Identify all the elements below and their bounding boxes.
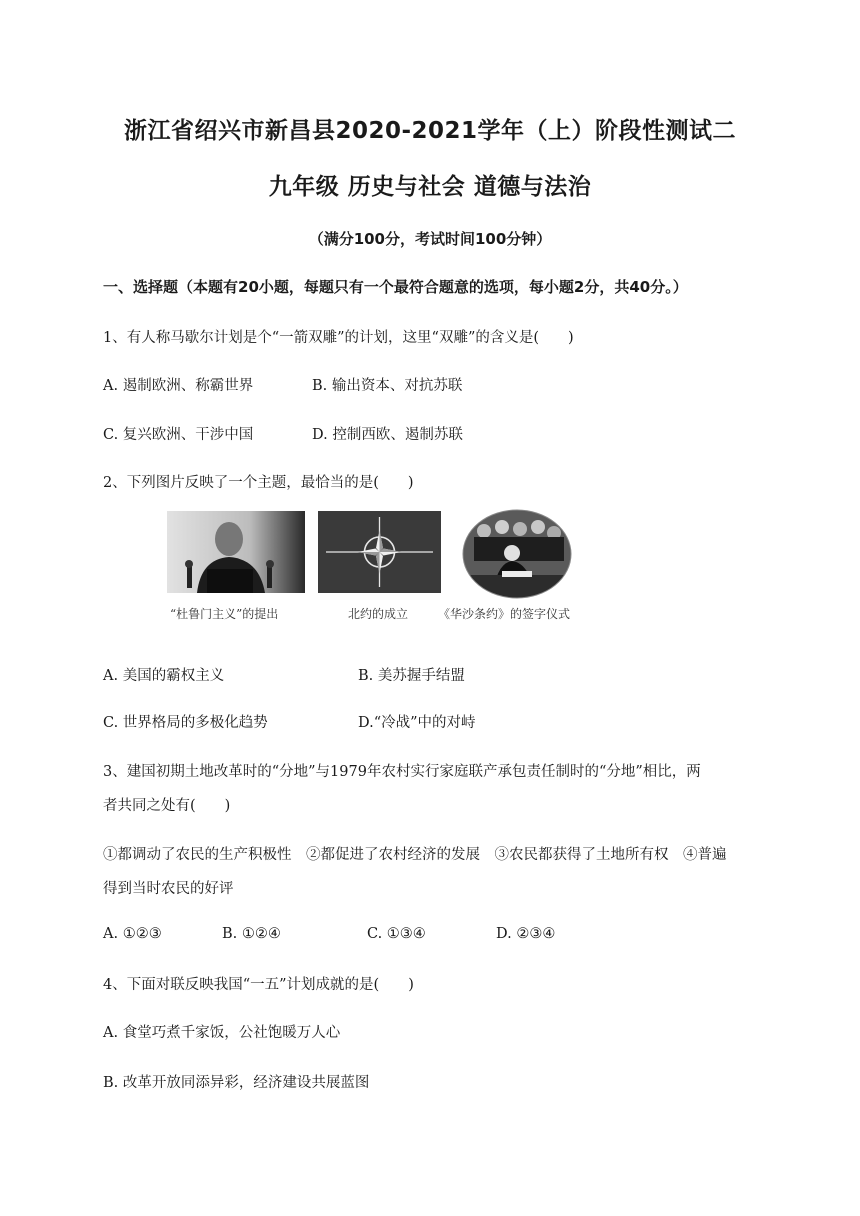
q3-option-d: D. ②③④: [496, 926, 556, 942]
question-3-stem-line2: 者共同之处有( ): [103, 798, 231, 814]
q1-option-b: B. 输出资本、对抗苏联: [312, 378, 463, 394]
q1-option-c: C. 复兴欧洲、干涉中国: [103, 427, 254, 443]
exam-subtitle: 九年级 历史与社会 道德与法治: [268, 174, 592, 200]
q4-option-b: B. 改革开放同添异彩，经济建设共展蓝图: [103, 1075, 370, 1091]
warsaw-pact-photo: [462, 509, 572, 599]
caption-nato: 北约的成立: [348, 607, 409, 621]
q3-option-b: B. ①②④: [222, 926, 281, 942]
nato-flag-photo: [318, 511, 441, 593]
caption-truman: “杜鲁门主义”的提出: [170, 607, 279, 621]
question-2-stem: 2、下列图片反映了一个主题，最恰当的是( ): [103, 475, 414, 491]
q1-option-a: A. 遏制欧洲、称霸世界: [103, 378, 254, 394]
q3-option-a: A. ①②③: [103, 926, 162, 942]
section-heading: 一、选择题（本题有20小题，每题只有一个最符合题意的选项，每小题2分，共40分。）: [103, 278, 688, 296]
q2-option-d: D.“冷战”中的对峙: [358, 715, 476, 731]
q2-option-c: C. 世界格局的多极化趋势: [103, 715, 268, 731]
question-1-stem: 1、有人称马歇尔计划是个“一箭双雕”的计划，这里“双雕”的含义是( ): [103, 330, 574, 346]
question-4-stem: 4、下面对联反映我国“一五”计划成就的是( ): [103, 977, 414, 993]
exam-title: 浙江省绍兴市新昌县2020-2021学年（上）阶段性测试二: [123, 118, 737, 144]
q4-option-a: A. 食堂巧煮千家饭，公社饱暖万人心: [103, 1025, 341, 1041]
q2-option-a: A. 美国的霸权主义: [103, 668, 225, 684]
question-3-statements-line2: 得到当时农民的好评: [103, 881, 234, 897]
q3-option-c: C. ①③④: [367, 926, 426, 942]
q1-option-d: D. 控制西欧、遏制苏联: [312, 427, 463, 443]
exam-note: （满分100分，考试时间100分钟）: [308, 230, 552, 248]
question-3-statements-line1: ①都调动了农民的生产积极性 ②都促进了农村经济的发展 ③农民都获得了土地所有权 ④普遍: [103, 847, 727, 863]
question-3-stem-line1: 3、建国初期土地改革时的“分地”与1979年农村实行家庭联产承包责任制时的“分地”相比，两: [103, 764, 701, 780]
truman-photo: [167, 511, 305, 593]
q2-option-b: B. 美苏握手结盟: [358, 668, 465, 684]
caption-warsaw: 《华沙条约》的签字仪式: [438, 607, 571, 621]
